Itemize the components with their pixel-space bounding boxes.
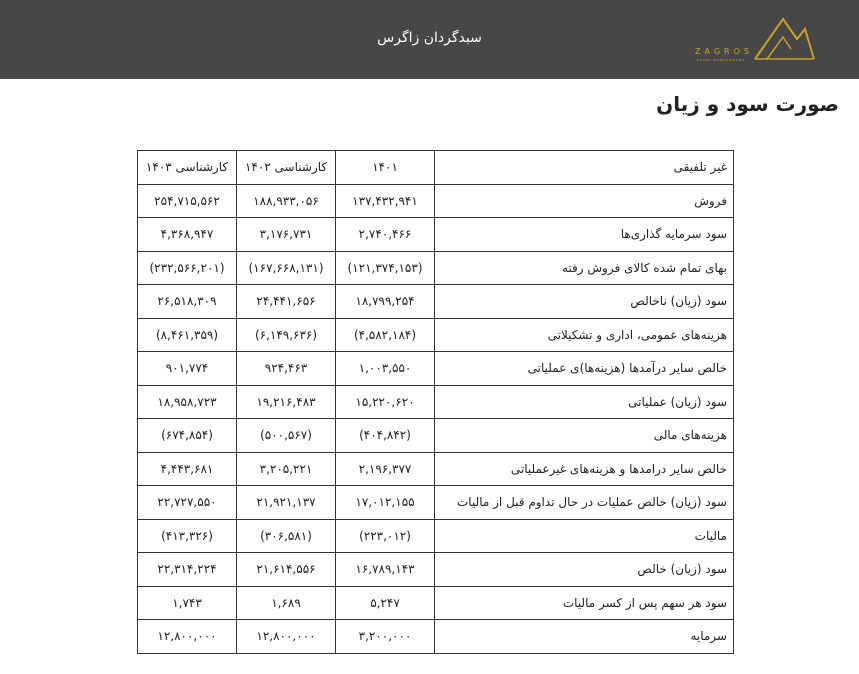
table-row	[138, 620, 734, 654]
row-value: ۲۱,۹۲۱,۱۳۷	[237, 486, 336, 520]
row-label: سود (زیان) خالص عملیات در حال تداوم قبل از مالیات	[435, 486, 734, 520]
row-value: ۱۸,۹۵۸,۷۲۳	[138, 385, 237, 419]
table-row	[138, 419, 734, 453]
row-value: ۱,۶۸۹	[237, 586, 336, 620]
row-value: (۶۷۴,۸۵۴)	[138, 419, 237, 453]
zagros-logo[interactable]	[695, 15, 815, 65]
row-label: سود (زیان) ناخالص	[435, 285, 734, 319]
column-header: غیر تلفیقی	[435, 151, 734, 185]
table-row	[138, 318, 734, 352]
table-row	[138, 519, 734, 553]
row-value: ۱۲,۸۰۰,۰۰۰	[138, 620, 237, 654]
row-label: مالیات	[435, 519, 734, 553]
row-label: سود (زیان) عملیاتی	[435, 385, 734, 419]
page-title: صورت سود و زیان	[656, 92, 839, 116]
row-value: ۴,۳۶۸,۹۴۷	[138, 218, 237, 252]
row-value: ۳,۲۰۰,۰۰۰	[336, 620, 435, 654]
row-value: ۱۲,۸۰۰,۰۰۰	[237, 620, 336, 654]
header	[0, 0, 859, 79]
row-value: ۱۹,۲۱۶,۴۸۳	[237, 385, 336, 419]
row-value: (۴,۵۸۲,۱۸۴)	[336, 318, 435, 352]
row-value: ۲,۷۴۰,۴۶۶	[336, 218, 435, 252]
row-value: ۱,۰۰۳,۵۵۰	[336, 352, 435, 386]
table-row	[138, 352, 734, 386]
row-value: ۳,۲۰۵,۲۲۱	[237, 452, 336, 486]
row-value: ۹۰۱,۷۷۴	[138, 352, 237, 386]
row-value: ۱۳۷,۴۳۲,۹۴۱	[336, 184, 435, 218]
row-value: ۱۵,۲۲۰,۶۲۰	[336, 385, 435, 419]
column-header: ۱۴۰۱	[336, 151, 435, 185]
row-label: سود (زیان) خالص	[435, 553, 734, 587]
row-value: (۱۶۷,۶۶۸,۱۳۱)	[237, 251, 336, 285]
row-value: ۱۷,۰۱۲,۱۵۵	[336, 486, 435, 520]
row-value: ۵,۲۴۷	[336, 586, 435, 620]
table-row	[138, 251, 734, 285]
table-row	[138, 452, 734, 486]
table-row	[138, 218, 734, 252]
row-value: ۲۵۴,۷۱۵,۵۶۲	[138, 184, 237, 218]
row-value: ۱۸۸,۹۳۳,۰۵۶	[237, 184, 336, 218]
row-label: خالص سایر درامدها و هزینه‌های غیرعملیاتی	[435, 452, 734, 486]
row-value: (۶,۱۴۹,۶۳۶)	[237, 318, 336, 352]
table-row	[138, 586, 734, 620]
logo-subtitle: ASSET MANAGEMENT	[697, 58, 746, 62]
row-value: ۲۲,۳۱۴,۲۲۴	[138, 553, 237, 587]
row-value: ۴,۴۴۳,۶۸۱	[138, 452, 237, 486]
column-header: کارشناسی ۱۴۰۲	[237, 151, 336, 185]
row-value: ۱۸,۷۹۹,۲۵۴	[336, 285, 435, 319]
row-value: ۱۶,۷۸۹,۱۴۳	[336, 553, 435, 587]
row-value: ۳,۱۷۶,۷۳۱	[237, 218, 336, 252]
row-label: سود سرمایه گذاری‌ها	[435, 218, 734, 252]
logo-text: ZAGROS	[695, 47, 753, 56]
row-label: سرمایه	[435, 620, 734, 654]
header-title: سبدگردان زاگرس	[377, 30, 482, 46]
row-label: فروش	[435, 184, 734, 218]
income-statement-table	[137, 150, 734, 654]
row-value: (۲۲۳,۰۱۲)	[336, 519, 435, 553]
row-value: (۴۱۳,۳۲۶)	[138, 519, 237, 553]
table-row	[138, 486, 734, 520]
row-value: ۱,۷۴۳	[138, 586, 237, 620]
table-header-row	[138, 151, 734, 185]
row-value: ۹۲۴,۴۶۳	[237, 352, 336, 386]
row-value: (۱۲۱,۳۷۴,۱۵۳)	[336, 251, 435, 285]
row-value: ۲۲,۷۲۷,۵۵۰	[138, 486, 237, 520]
row-value: ۲۱,۶۱۴,۵۵۶	[237, 553, 336, 587]
row-label: سود هر سهم پس از کسر مالیات	[435, 586, 734, 620]
table-row	[138, 285, 734, 319]
table-row	[138, 553, 734, 587]
row-label: خالص سایر درآمدها (هزینه‌ها)ی عملیاتی	[435, 352, 734, 386]
row-label: هزینه‌های عمومی، اداری و تشکیلاتی	[435, 318, 734, 352]
table-row	[138, 385, 734, 419]
column-header: کارشناسی ۱۴۰۳	[138, 151, 237, 185]
row-label: بهای تمام شده کالای فروش رفته	[435, 251, 734, 285]
row-value: ۲۶,۵۱۸,۳۰۹	[138, 285, 237, 319]
row-value: (۸,۴۶۱,۳۵۹)	[138, 318, 237, 352]
row-value: (۳۰۶,۵۸۱)	[237, 519, 336, 553]
row-value: (۵۰۰,۵۶۷)	[237, 419, 336, 453]
row-value: (۴۰۴,۸۴۲)	[336, 419, 435, 453]
row-value: ۲,۱۹۶,۳۷۷	[336, 452, 435, 486]
row-value: (۲۳۲,۵۶۶,۲۰۱)	[138, 251, 237, 285]
row-label: هزینه‌های مالی	[435, 419, 734, 453]
table-row	[138, 184, 734, 218]
row-value: ۲۴,۴۴۱,۶۵۶	[237, 285, 336, 319]
